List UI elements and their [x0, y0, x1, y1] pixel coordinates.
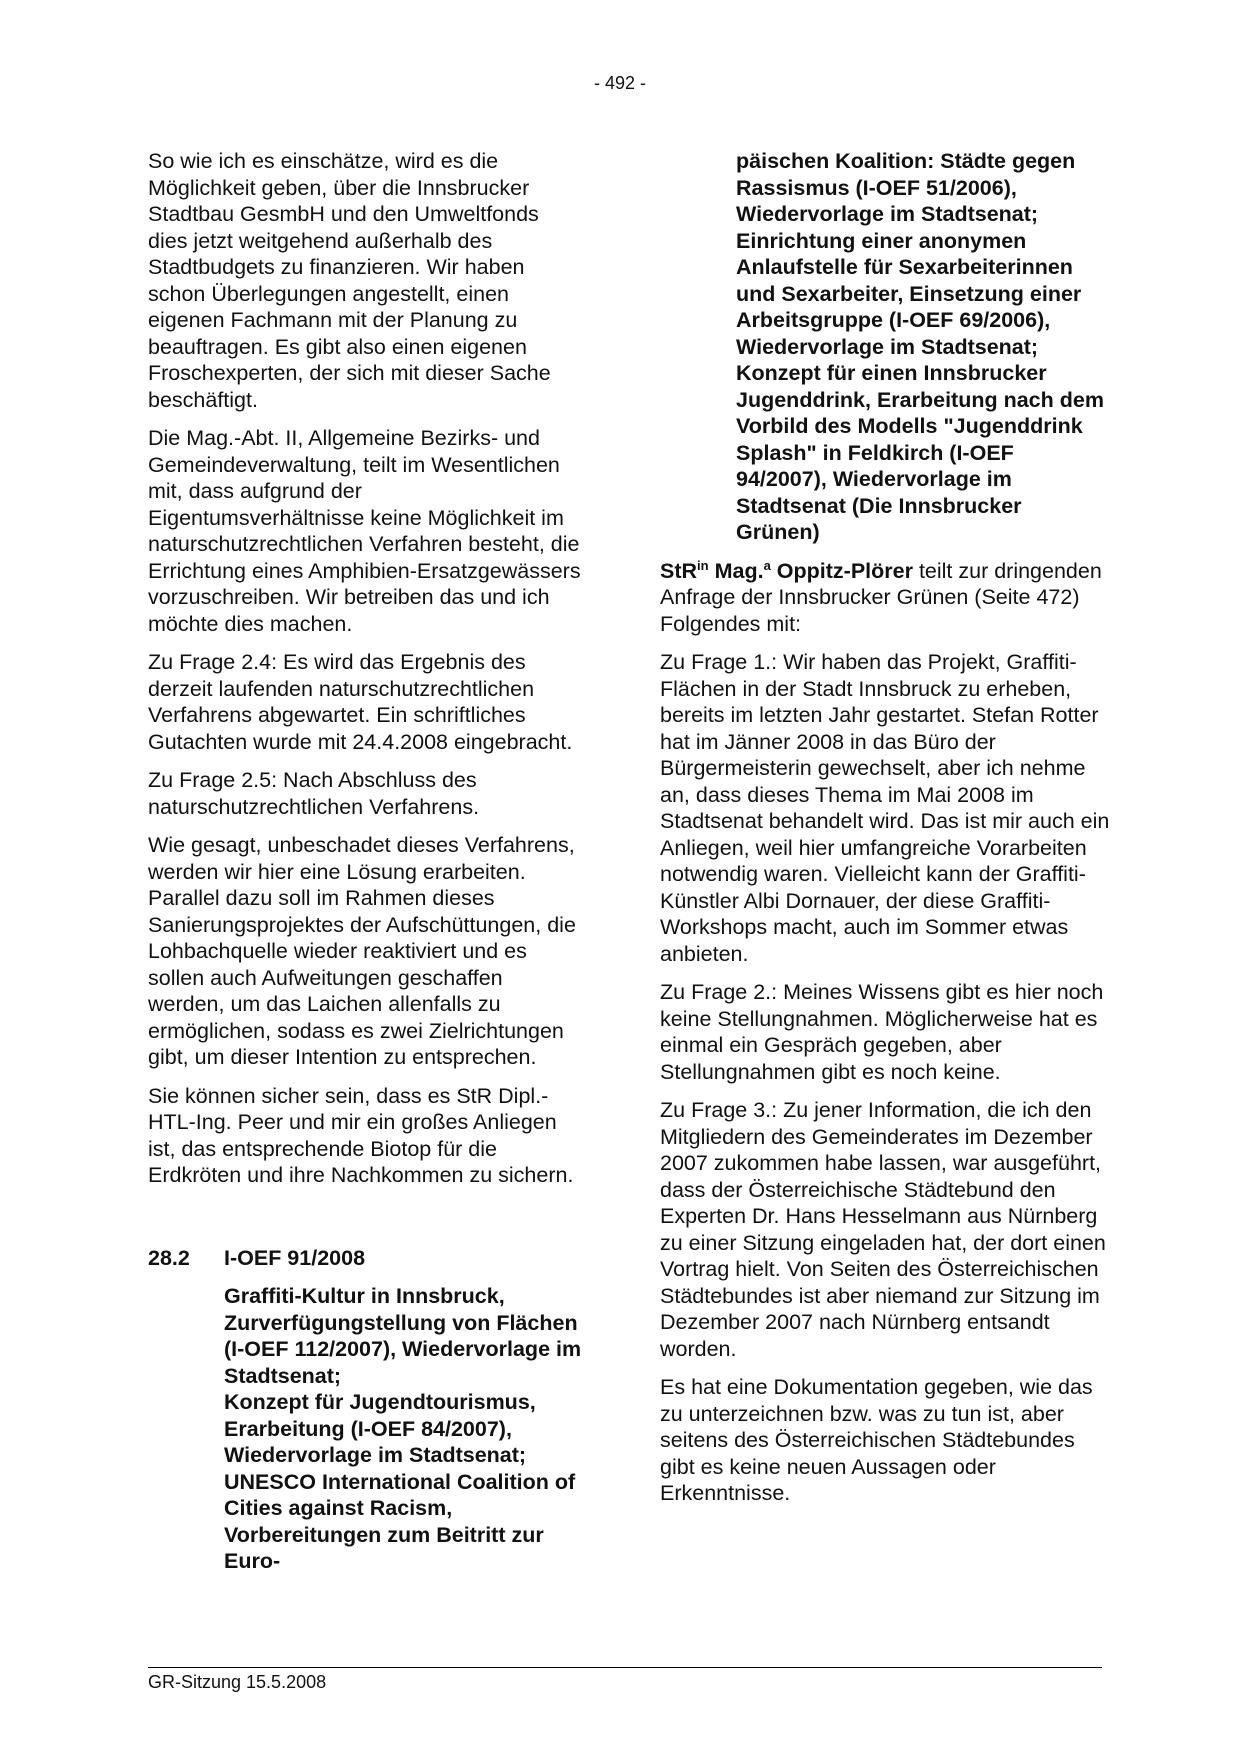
paragraph: Die Mag.-Abt. II, Allgemeine Bezirks- und Gemeindeverwaltung, teilt im Wesentlichen mit, dass aufgrund der Eigentumsverhältnisse keine Möglichkeit im naturschutzrechtlichen Verfahren besteht, die Errichtung eines Amphibien-Ersatzgewässers vorzuschreiben. Wir betreiben das und ich möchte dies machen.	[148, 426, 581, 636]
speaker-title-suffix: in	[697, 557, 709, 573]
agenda-item-title-part: Einrichtung einer anonymen Anlaufstelle für Sexarbeiterinnen und Sexarbeiter, Einsetzung einer Arbeitsgruppe (I-OEF 69/2006), Wiedervorlage im Stadtsenat;	[736, 228, 1082, 359]
agenda-item-title-part: Konzept für Jugendtourismus, Erarbeitung (I-OEF 84/2007), Wiedervorlage im Stadtsenat;	[224, 1390, 536, 1467]
paragraph: Zu Frage 2.5: Nach Abschluss des naturschutzrechtlichen Verfahrens.	[148, 768, 480, 819]
right-column	[660, 148, 1110, 1519]
agenda-item-title-part: päischen Koalition: Städte gegen Rassismus (I-OEF 51/2006), Wiedervorlage im Stadtsenat;	[736, 149, 1076, 226]
footer-text: GR-Sitzung 15.5.2008	[148, 1672, 327, 1692]
agenda-item-title	[224, 1283, 584, 1575]
paragraph: Zu Frage 1.: Wir haben das Projekt, Graffiti-Flächen in der Stadt Innsbruck zu erheben, bereits im letzten Jahr gestartet. Stefan Rotter hat im Jänner 2008 in das Büro der Bürgermeisterin gewechselt, aber ich nehme an, dass dieses Thema im Mai 2008 im Stadtsenat behandelt wird. Das ist mir auch ein Anliegen, weil hier umfangreiche Vorarbeiten notwendig waren. Vielleicht kann der Graffiti-Künstler Albi Dornauer, der diese Graffiti-Workshops macht, auch im Sommer etwas anbieten.	[660, 650, 1110, 966]
paragraph: Zu Frage 2.4: Es wird das Ergebnis des derzeit laufenden naturschutzrechtlichen Verfahrens abgewartet. Ein schriftliches Gutachten wurde mit 24.4.2008 eingebracht.	[148, 650, 573, 754]
agenda-item-number: 28.2	[148, 1245, 190, 1270]
agenda-item-title-part: UNESCO International Coalition of Cities against Racism, Vorbereitungen zum Beitritt zur Euro-	[224, 1469, 576, 1573]
agenda-item-title-part: Konzept für einen Innsbrucker Jugenddrink, Erarbeitung nach dem Vorbild des Modells "Jugenddrink Splash" in Feldkirch (I-OEF 94/2007), Wiedervorlage im Stadtsenat (Die Innsbrucker Grünen)	[736, 361, 1104, 544]
speaker-title2-suffix: a	[763, 557, 771, 573]
paragraph: Sie können sicher sein, dass es StR Dipl.-HTL-Ing. Peer und mir ein großes Anliegen ist, das entsprechende Biotop für die Erdkröten und ihre Nachkommen zu sichern.	[148, 1083, 574, 1187]
paragraph: Zu Frage 3.: Zu jener Information, die ich den Mitgliedern des Gemeinderates im Dezember 2007 zukommen habe lassen, war ausgeführt, dass der Österreichische Städtebund den Experten Dr. Hans Hesselmann aus Nürnberg zu einer Sitzung eingeladen hat, der dort einen Vortrag hielt. Von Seiten des Österreichischen Städtebundes ist aber niemand zur Sitzung im Dezember 2007 nach Nürnberg entsandt worden.	[660, 1098, 1106, 1361]
paragraph: Es hat eine Dokumentation gegeben, wie das zu unterzeichnen bzw. was zu tun ist, aber seitens des Österreichischen Städtebundes gibt es keine neuen Aussagen oder Erkenntnisse.	[660, 1375, 1093, 1505]
paragraph: So wie ich es einschätze, wird es die Möglichkeit geben, über die Innsbrucker Stadtbau GesmbH und den Umweltfonds dies jetzt weitgehend außerhalb des Stadtbudgets zu finanzieren. Wir haben schon Überlegungen angestellt, einen eigenen Fachmann mit der Planung zu beauftragen. Es gibt also einen eigenen Froschexperten, der sich mit dieser Sache beschäftigt.	[148, 149, 551, 412]
speaker-name: Oppitz-Plörer	[776, 558, 913, 583]
speaker-intro-text: teilt zur dringenden Anfrage der Innsbrucker Grünen (Seite 472) Folgendes mit:	[660, 558, 1102, 636]
agenda-item-title-continued	[736, 148, 1110, 546]
footer-divider	[148, 1667, 1102, 1668]
left-column	[148, 148, 584, 1575]
paragraph: Wie gesagt, unbeschadet dieses Verfahrens, werden wir hier eine Lösung erarbeiten. Parallel dazu soll im Rahmen dieses Sanierungsprojektes der Aufschüttungen, die Lohbachquelle wieder reaktiviert und es sollen auch Aufweitungen geschaffen werden, um das Laichen allenfalls zu ermöglichen, sodass es zwei Zielrichtungen gibt, um dieser Intention zu entsprechen.	[148, 833, 576, 1069]
agenda-item-heading	[148, 1245, 584, 1272]
agenda-item-code: I-OEF 91/2008	[224, 1245, 366, 1270]
paragraph: Zu Frage 2.: Meines Wissens gibt es hier noch keine Stellungnahmen. Möglicherweise hat es einmal ein Gespräch gegeben, aber Stellungnahmen gibt es noch keine.	[660, 980, 1104, 1084]
speaker-title2: Mag.	[714, 558, 764, 583]
speaker-paragraph	[660, 558, 1110, 638]
agenda-item-title-part: Graffiti-Kultur in Innsbruck, Zurverfügungstellung von Flächen (I-OEF 112/2007), Wiedervorlage im Stadtsenat;	[224, 1284, 582, 1388]
page-number: - 492 -	[593, 73, 647, 93]
speaker-title: StR	[660, 558, 698, 583]
